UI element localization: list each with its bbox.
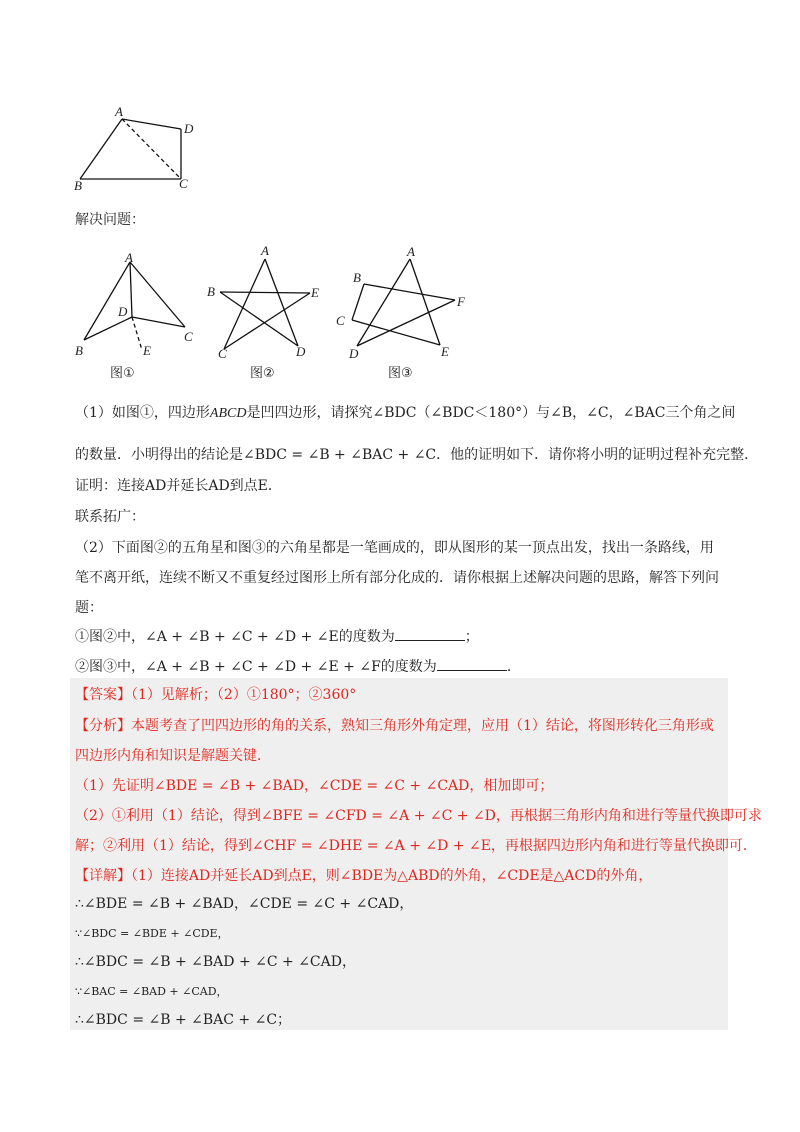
q2-sub1-text: ①图②中，∠A + ∠B + ∠C + ∠D + ∠E的度数为 (75, 629, 395, 645)
q1-part-c: 是凹四边形，请探究 (246, 405, 373, 421)
fig0-label-d: D (184, 121, 194, 136)
detail-line-5: ∵∠BAC = ∠BAD + ∠CAD， (75, 985, 228, 998)
q1-part-a: （1）如图①，四边形 (75, 405, 210, 421)
detail-line-3: ∵∠BDC = ∠BDE + ∠CDE， (75, 927, 229, 940)
solve-heading: 解决问题： (75, 212, 145, 228)
detail-line-2: ∴∠BDE = ∠B + ∠BAD，∠CDE = ∠C + ∠CAD， (75, 896, 414, 912)
fig3-label-c: C (336, 313, 345, 328)
fig0-label-b: B (74, 178, 82, 193)
question-2-sub-2 (75, 657, 521, 677)
fig2-label-a: A (261, 243, 269, 258)
analysis-line-3: （1）先证明∠BDE = ∠B + ∠BAD，∠CDE = ∠C + ∠CAD，相加即可； (75, 778, 554, 794)
fig2-label-e: E (311, 285, 319, 300)
fig3-label-f: F (457, 294, 465, 309)
question-2-line-2: 笔不离开纸，连续不断又不重复经过图形上所有部分化成的．请你根据上述解决问题的思路，解答下列问 (75, 570, 719, 586)
fig2-label-b: B (207, 284, 215, 299)
answer-blank-2[interactable] (437, 658, 507, 671)
q1-part-f: 三个角之间 (665, 405, 736, 421)
fig3-label-b: B (353, 270, 361, 285)
question-1-line-2: 的数量．小明得出的结论是∠BDC = ∠B + ∠BAC + ∠C．他的证明如下．请你将小明的证明过程补充完整． (75, 447, 759, 463)
q1-part-e: 与∠B，∠C，∠BAC (536, 405, 666, 421)
analysis-line-1: 【分析】本题考查了凹四边形的角的关系，熟知三角形外角定理，应用（1）结论，将图形转化三角形或 (75, 718, 714, 734)
q1-part-d: ∠BDC（∠BDC＜180°） (372, 405, 537, 421)
fig1-label-a: A (125, 250, 133, 265)
fig1-label-b: B (75, 343, 83, 358)
answer-line: 【答案】（1）见解析；（2）①180°；②360° (75, 687, 357, 703)
fig2-label-c: C (218, 346, 227, 361)
fig1-caption: 图① (110, 366, 135, 381)
figure-2 (210, 245, 330, 360)
q2-sub2-text: ②图③中，∠A + ∠B + ∠C + ∠D + ∠E + ∠F的度数为 (75, 659, 437, 675)
fig0-label-a: A (115, 104, 123, 119)
detail-line-1: 【详解】（1）连接AD并延长AD到点E，则∠BDE为△ABD的外角，∠CDE是△ACD的外角， (75, 868, 653, 884)
extend-heading: 联系拓广： (75, 509, 145, 525)
q2-sub2-end: ． (506, 659, 521, 675)
question-2-line-3: 题： (75, 600, 103, 616)
q1-part-b: ABCD (209, 406, 247, 421)
fig1-label-c: C (184, 329, 193, 344)
fig3-caption: 图③ (388, 366, 413, 381)
analysis-line-4: （2）①利用（1）结论，得到∠BFE = ∠CFD = ∠A + ∠C + ∠D，再根据三角形内角和进行等量代换即可求 (75, 808, 762, 824)
fig1-label-e: E (143, 343, 151, 358)
question-1-line-3: 证明：连接AD并延长AD到点E． (75, 478, 282, 494)
detail-line-4: ∴∠BDC = ∠B + ∠BAD + ∠C + ∠CAD， (75, 954, 356, 970)
fig1-label-d: D (118, 304, 128, 319)
figure-quadrilateral (60, 100, 230, 200)
fig3-label-d: D (349, 346, 359, 361)
question-2-sub-1 (75, 627, 479, 647)
fig3-label-a: A (407, 244, 415, 259)
analysis-line-2: 四边形内角和知识是解题关键． (75, 748, 271, 764)
question-1-line-1 (75, 403, 735, 424)
fig2-caption: 图② (250, 366, 275, 381)
fig0-label-c: C (179, 176, 188, 191)
answer-blank-1[interactable] (395, 628, 465, 641)
q2-sub1-end: ； (464, 629, 479, 645)
question-2-line-1: （2）下面图②的五角星和图③的六角星都是一笔画成的，即从图形的某一顶点出发，找出一条路线，用 (75, 540, 714, 556)
fig2-label-d: D (296, 344, 306, 359)
fig3-label-e: E (441, 344, 449, 359)
detail-line-6: ∴∠BDC = ∠B + ∠BAC + ∠C； (75, 1012, 292, 1028)
analysis-line-5: 解；②利用（1）结论，得到∠CHF = ∠DHE = ∠A + ∠D + ∠E，再根据四边形内角和进行等量代换即可． (75, 838, 757, 854)
